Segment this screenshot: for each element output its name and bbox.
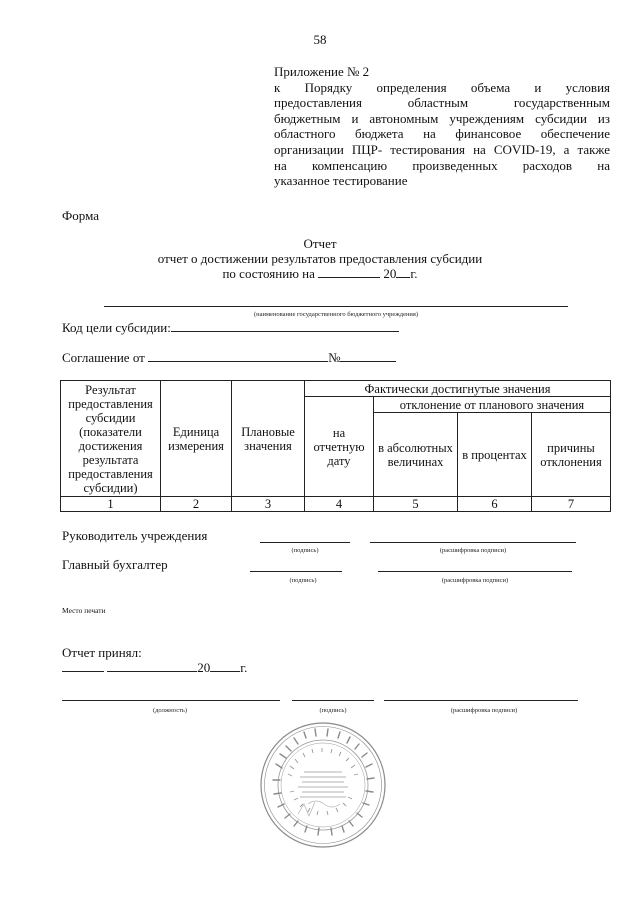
- accepted-day-blank[interactable]: [62, 660, 104, 672]
- head-decoding-line[interactable]: [370, 542, 576, 543]
- chief-accountant-label: Главный бухгалтер: [62, 557, 168, 572]
- header-percent: в процентах: [458, 413, 532, 497]
- column-number: 5: [374, 497, 458, 512]
- as-of-prefix: по состоянию на: [222, 266, 315, 281]
- agreement-number-field[interactable]: [340, 350, 396, 362]
- annex-block: [274, 64, 610, 189]
- seal-place-label: Место печати: [62, 606, 106, 615]
- institution-caption: (наименование государственного бюджетного учреждения): [253, 311, 419, 318]
- head-signature-line[interactable]: [260, 542, 350, 543]
- form-label: Форма: [62, 208, 99, 223]
- column-number: 6: [458, 497, 532, 512]
- header-absolute: в абсолютных величинах: [374, 413, 458, 497]
- annex-line: на компенсацию произведенных расходов на: [274, 157, 610, 173]
- as-of-date-blank[interactable]: [318, 266, 380, 278]
- agreement-date-field[interactable]: [148, 350, 328, 362]
- accepted-decoding-caption: (расшифровка подписи): [450, 707, 518, 714]
- results-table: [60, 380, 611, 512]
- accountant-decoding-caption: (расшифровка подписи): [441, 577, 509, 584]
- head-signature-caption: (подпись): [291, 547, 319, 554]
- header-result: Результат предоставления субсидии (показатели достижения результата предоставления субсидии): [61, 381, 161, 497]
- accepted-position-line[interactable]: [62, 700, 280, 701]
- as-of-year-prefix: 20: [383, 266, 397, 281]
- column-number: 7: [532, 497, 611, 512]
- agreement-row: [62, 350, 396, 366]
- accepted-suffix: г.: [240, 660, 248, 675]
- report-title: Отчет: [303, 236, 337, 251]
- annex-line: указанное тестирование: [274, 173, 408, 189]
- column-number: 1: [61, 497, 161, 512]
- column-number: 4: [305, 497, 374, 512]
- header-reporting-date: на отчетную дату: [305, 397, 374, 497]
- official-seal-stamp: [258, 720, 388, 850]
- annex-line: областного бюджета на финансовое обеспечение: [274, 126, 610, 142]
- accepted-month-blank[interactable]: [107, 660, 197, 672]
- accountant-signature-caption: (подпись): [289, 577, 317, 584]
- accepted-year-blank[interactable]: [210, 660, 240, 672]
- accepted-year-prefix: 20: [197, 660, 211, 675]
- header-planned: Плановые значения: [232, 381, 305, 497]
- page-number: 58: [313, 32, 327, 47]
- as-of-suffix: г.: [410, 266, 418, 281]
- annex-line: Приложение № 2: [274, 64, 370, 79]
- accountant-signature-line[interactable]: [250, 571, 342, 572]
- institution-name-line[interactable]: [104, 306, 568, 307]
- head-decoding-caption: (расшифровка подписи): [439, 547, 507, 554]
- annex-line: организации ПЦР- тестирования на COVID-19, а также: [274, 141, 610, 157]
- purpose-code-row: [62, 320, 399, 336]
- annex-line: предоставления областным государственным: [274, 95, 610, 111]
- header-reasons: причины отклонения: [532, 413, 611, 497]
- accepted-decoding-line[interactable]: [384, 700, 578, 701]
- accountant-decoding-line[interactable]: [378, 571, 572, 572]
- as-of-year-blank[interactable]: [396, 266, 410, 278]
- purpose-code-field[interactable]: [171, 320, 399, 332]
- header-actual-group: Фактически достигнутые значения: [305, 381, 611, 397]
- annex-line: к Порядку определения объема и условия: [274, 79, 610, 95]
- accepted-date-row: [62, 660, 247, 676]
- column-number: 2: [161, 497, 232, 512]
- accepted-label: Отчет принял:: [62, 645, 142, 660]
- accepted-signature-caption: (подпись): [319, 707, 347, 714]
- purpose-code-label: Код цели субсидии:: [62, 320, 171, 335]
- accepted-signature-line[interactable]: [292, 700, 374, 701]
- header-unit: Единица измерения: [161, 381, 232, 497]
- report-as-of: [0, 266, 640, 281]
- head-label: Руководитель учреждения: [62, 528, 208, 543]
- report-subtitle: отчет о достижении результатов предоставления субсидии: [157, 251, 483, 266]
- annex-line: бюджетным и автономным учреждениям субсидии из: [274, 110, 610, 126]
- agreement-label: Соглашение от: [62, 350, 145, 365]
- agreement-number-sign: №: [328, 350, 341, 365]
- position-caption: (должность): [152, 707, 188, 714]
- column-number: 3: [232, 497, 305, 512]
- header-deviation-group: отклонение от планового значения: [374, 397, 611, 413]
